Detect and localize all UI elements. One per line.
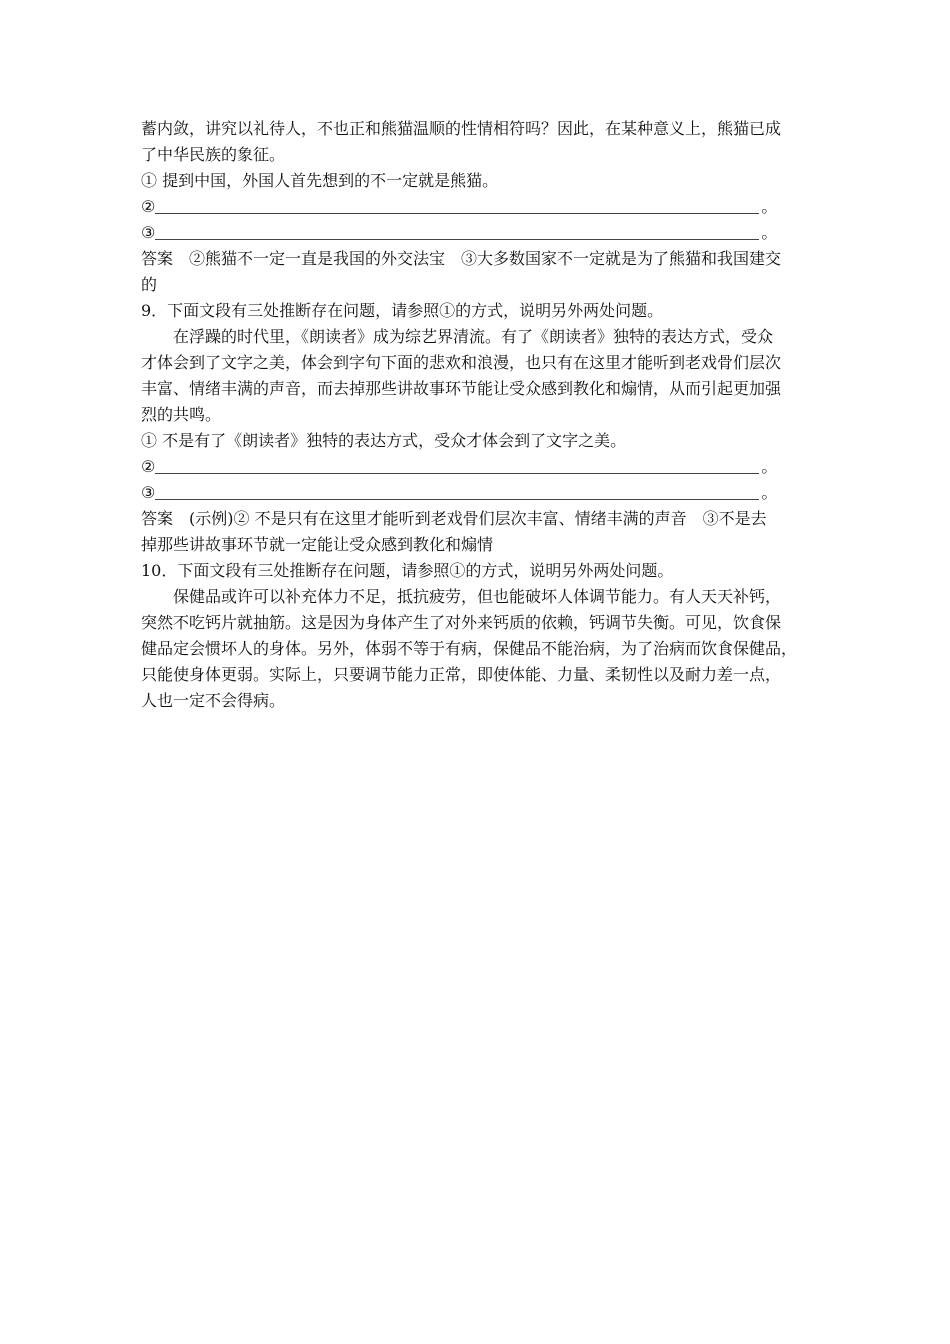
- q8-answer-blank-3[interactable]: [141, 220, 813, 246]
- q10-passage-line: 保健品或许可以补充体力不足，抵抗疲劳，但也能破坏人体调节能力。有人天天补钙，: [173, 587, 782, 606]
- blank-period: 。: [761, 197, 778, 216]
- q8-answer-line: 的: [141, 275, 158, 294]
- q10-passage-line: 人也一定不会得病。: [141, 691, 286, 710]
- document-content: [141, 116, 813, 714]
- q10-title: 10．下面文段有三处推断存在问题，请参照①的方式，说明另外两处问题。: [141, 561, 674, 580]
- q9-answer-line: 掉那些讲故事环节就一定能让受众感到教化和煽情: [141, 535, 494, 554]
- q8-item-1: ① 提到中国，外国人首先想到的不一定就是熊猫。: [141, 171, 499, 190]
- q9-title: 9．下面文段有三处推断存在问题，请参照①的方式，说明另外两处问题。: [141, 301, 664, 320]
- q9-passage-line: 烈的共鸣。: [141, 405, 222, 424]
- q9-passage-line: 才体会到了文字之美，体会到字句下面的悲欢和浪漫，也只有在这里才能听到老戏骨们层次: [141, 353, 782, 372]
- q9-passage-line: 在浮躁的时代里，《朗读者》成为综艺界清流。有了《朗读者》独特的表达方式，受众: [173, 327, 774, 346]
- blank-underline: [155, 213, 759, 214]
- q9-answer-blank-2[interactable]: [141, 454, 813, 480]
- q10-passage-line: 突然不吃钙片就抽筋。这是因为身体产生了对外来钙质的依赖，钙调节失衡。可见，饮食保: [141, 613, 782, 632]
- blank-number: ②: [141, 197, 156, 216]
- blank-underline: [155, 239, 759, 240]
- q9-answer-blank-3[interactable]: [141, 480, 813, 506]
- q8-answer-line: 答案 ②熊猫不一定一直是我国的外交法宝 ③大多数国家不一定就是为了熊猫和我国建交: [141, 249, 782, 268]
- q10-passage-line: 只能使身体更弱。实际上，只要调节能力正常，即使体能、力量、柔韧性以及耐力差一点，: [141, 665, 782, 684]
- blank-underline: [155, 473, 759, 474]
- blank-period: 。: [761, 483, 778, 502]
- q10-passage-line: 健品定会惯坏人的身体。另外，体弱不等于有病，保健品不能治病，为了治病而饮食保健品，: [141, 639, 798, 658]
- q9-answer-line: 答案 (示例)② 不是只有在这里才能听到老戏骨们层次丰富、情绪丰满的声音 ③不是去: [141, 509, 767, 528]
- q8-answer-blank-2[interactable]: [141, 194, 813, 220]
- q8-passage-line: 蓄内敛，讲究以礼待人，不也正和熊猫温顺的性情相符吗？因此，在某种意义上，熊猫已成: [141, 119, 782, 138]
- blank-period: 。: [761, 223, 778, 242]
- blank-number: ③: [141, 483, 156, 502]
- blank-underline: [155, 499, 759, 500]
- blank-number: ③: [141, 223, 156, 242]
- q9-item-1: ① 不是有了《朗读者》独特的表达方式，受众才体会到了文字之美。: [141, 431, 627, 450]
- blank-number: ②: [141, 457, 156, 476]
- q9-passage-line: 丰富、情绪丰满的声音，而去掉那些讲故事环节能让受众感到教化和煽情，从而引起更加强: [141, 379, 782, 398]
- q8-passage-line: 了中华民族的象征。: [141, 145, 286, 164]
- blank-period: 。: [761, 457, 778, 476]
